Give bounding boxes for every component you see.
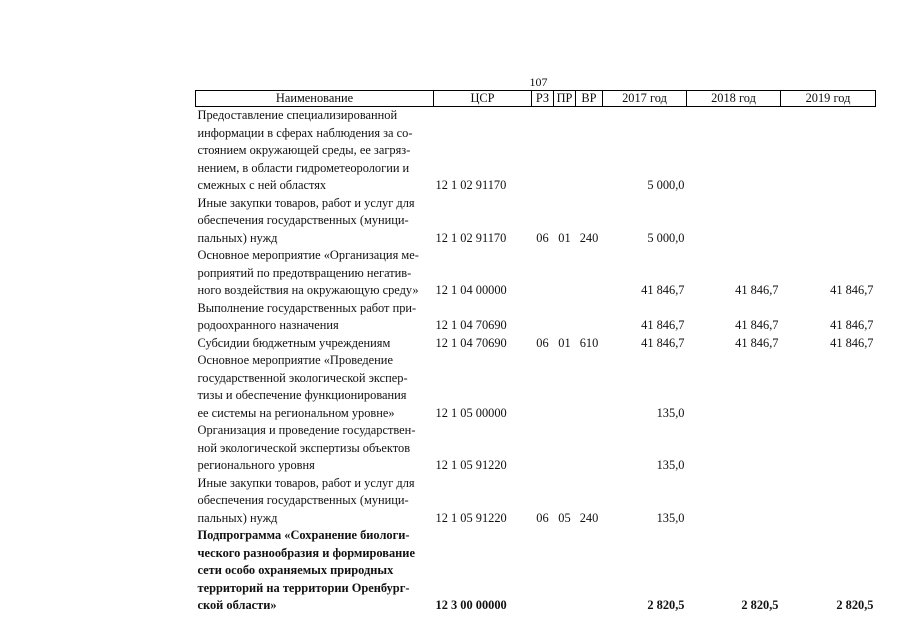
row-rz: 06 <box>536 510 549 525</box>
row-name-line: Иные закупки товаров, работ и услуг для <box>197 475 415 490</box>
row-2019 <box>781 352 876 422</box>
row-name-line: Предоставление специализированной <box>197 108 398 122</box>
row-pr <box>554 300 576 335</box>
row-csr: 12 3 00 00000 <box>435 598 507 612</box>
row-vr: 240 <box>579 510 599 525</box>
row-2018 <box>687 422 781 475</box>
row-2017: 135,0 <box>656 458 685 472</box>
table-row <box>196 107 876 195</box>
row-name-line: Организация и проведение государствен- <box>197 423 416 437</box>
row-name <box>196 107 434 195</box>
table-body <box>196 107 876 615</box>
row-name-line: Подпрограмма «Сохранение биологи- <box>197 528 410 542</box>
row-name-line: ного воздействия на окружающую среду» <box>197 283 419 297</box>
row-csr: 12 1 04 00000 <box>435 283 507 297</box>
row-2018: 41 846,7 <box>735 335 779 350</box>
row-name-line: стоянием окружающей среды, ее загряз- <box>197 143 411 157</box>
row-rz <box>532 422 554 475</box>
header-pr: ПР <box>554 91 576 107</box>
row-2019 <box>781 422 876 475</box>
row-2019: 41 846,7 <box>830 335 874 350</box>
header-csr: ЦСР <box>434 91 532 107</box>
budget-table <box>195 90 876 615</box>
row-rz <box>532 300 554 335</box>
row-name <box>196 335 434 353</box>
row-name-line: Выполнение государственных работ при- <box>197 300 417 315</box>
row-name-line: пальных) нужд <box>197 230 278 245</box>
row-2017: 41 846,7 <box>641 283 685 297</box>
row-vr <box>576 300 603 335</box>
row-name-line: обеспечения государственных (муници- <box>197 213 409 227</box>
row-name-line: Основное мероприятие «Проведение <box>197 353 393 367</box>
row-name-line: сети особо охраняемых природных <box>197 563 394 577</box>
row-2018 <box>687 195 781 248</box>
row-pr <box>554 422 576 475</box>
row-2018 <box>687 107 781 195</box>
table-header-row <box>196 91 876 107</box>
row-2019 <box>781 107 876 195</box>
page-number: 107 <box>529 75 548 89</box>
row-2017: 2 820,5 <box>647 598 685 612</box>
row-2017: 41 846,7 <box>641 335 685 350</box>
row-name-line: нением, в области гидрометеорологии и <box>197 160 410 175</box>
header-rz: РЗ <box>532 91 554 107</box>
table-row <box>196 475 876 528</box>
row-name-line: тизы и обеспечение функционирования <box>197 388 407 402</box>
row-pr: 05 <box>558 510 571 525</box>
header-2018: 2018 год <box>687 91 781 107</box>
table-row <box>196 335 876 353</box>
row-csr: 12 1 05 91220 <box>435 458 507 472</box>
table-row <box>196 352 876 422</box>
row-vr <box>576 422 603 475</box>
row-csr: 12 1 05 00000 <box>435 405 507 420</box>
row-2019: 2 820,5 <box>836 598 874 612</box>
row-pr <box>554 527 576 615</box>
row-name-line: смежных с ней областях <box>197 178 327 192</box>
row-csr: 12 1 02 91170 <box>435 230 507 245</box>
row-vr <box>576 527 603 615</box>
row-name-line: государственной экологической экспер- <box>197 370 408 385</box>
row-name <box>196 247 434 300</box>
row-vr <box>576 247 603 300</box>
row-name <box>196 475 434 528</box>
row-pr <box>554 352 576 422</box>
row-pr: 01 <box>558 335 571 350</box>
row-csr: 12 1 04 70690 <box>435 335 507 350</box>
table-row <box>196 300 876 335</box>
row-2018: 2 820,5 <box>741 598 779 612</box>
row-2018 <box>687 475 781 528</box>
row-2017: 5 000,0 <box>647 230 685 245</box>
row-name-line: роприятий по предотвращению негатив- <box>197 265 412 280</box>
row-name-line: Основное мероприятие «Организация ме- <box>197 248 419 262</box>
row-name-line: ской области» <box>197 598 277 612</box>
row-2019: 41 846,7 <box>830 283 874 297</box>
row-name-line: ческого разнообразия и формирование <box>197 545 415 560</box>
row-name-line: информации в сферах наблюдения за со- <box>197 125 413 140</box>
row-2018: 41 846,7 <box>735 283 779 297</box>
table-row <box>196 247 876 300</box>
row-2019 <box>781 475 876 528</box>
table-row <box>196 195 876 248</box>
row-2017: 135,0 <box>656 510 685 525</box>
row-name <box>196 422 434 475</box>
row-csr: 12 1 04 70690 <box>435 318 507 332</box>
row-rz: 06 <box>536 335 549 350</box>
row-csr: 12 1 02 91170 <box>435 178 507 192</box>
header-vr: ВР <box>576 91 603 107</box>
row-rz <box>532 352 554 422</box>
table-row <box>196 422 876 475</box>
header-name: Наименование <box>196 91 434 107</box>
row-name-line: обеспечения государственных (муници- <box>197 493 409 507</box>
row-name <box>196 527 434 615</box>
row-vr: 610 <box>579 335 599 350</box>
row-name-line: регионального уровня <box>197 458 315 472</box>
row-name-line: ной экологической экспертизы объектов <box>197 440 411 455</box>
row-name-line: родоохранного назначения <box>197 318 339 332</box>
table-row <box>196 527 876 615</box>
row-name <box>196 195 434 248</box>
row-2019 <box>781 195 876 248</box>
header-2019: 2019 год <box>781 91 876 107</box>
header-2017: 2017 год <box>603 91 687 107</box>
row-rz <box>532 527 554 615</box>
row-name <box>196 352 434 422</box>
row-2018: 41 846,7 <box>735 318 779 332</box>
row-name-line: ее системы на региональном уровне» <box>197 405 395 420</box>
row-vr: 240 <box>579 230 599 245</box>
row-2018 <box>687 352 781 422</box>
row-vr <box>576 107 603 195</box>
row-2017: 41 846,7 <box>641 318 685 332</box>
row-name-line: Субсидии бюджетным учреждениям <box>197 335 391 350</box>
row-pr: 01 <box>558 230 571 245</box>
row-name-line: пальных) нужд <box>197 510 278 525</box>
row-rz <box>532 247 554 300</box>
row-csr: 12 1 05 91220 <box>435 510 507 525</box>
row-name <box>196 300 434 335</box>
row-rz <box>532 107 554 195</box>
row-2019: 41 846,7 <box>830 318 874 332</box>
row-name-line: Иные закупки товаров, работ и услуг для <box>197 195 415 210</box>
row-2017: 5 000,0 <box>647 178 685 192</box>
row-name-line: территорий на территории Оренбург- <box>197 580 410 595</box>
row-vr <box>576 352 603 422</box>
row-pr <box>554 247 576 300</box>
row-pr <box>554 107 576 195</box>
row-rz: 06 <box>536 230 549 245</box>
row-2017: 135,0 <box>656 405 685 420</box>
